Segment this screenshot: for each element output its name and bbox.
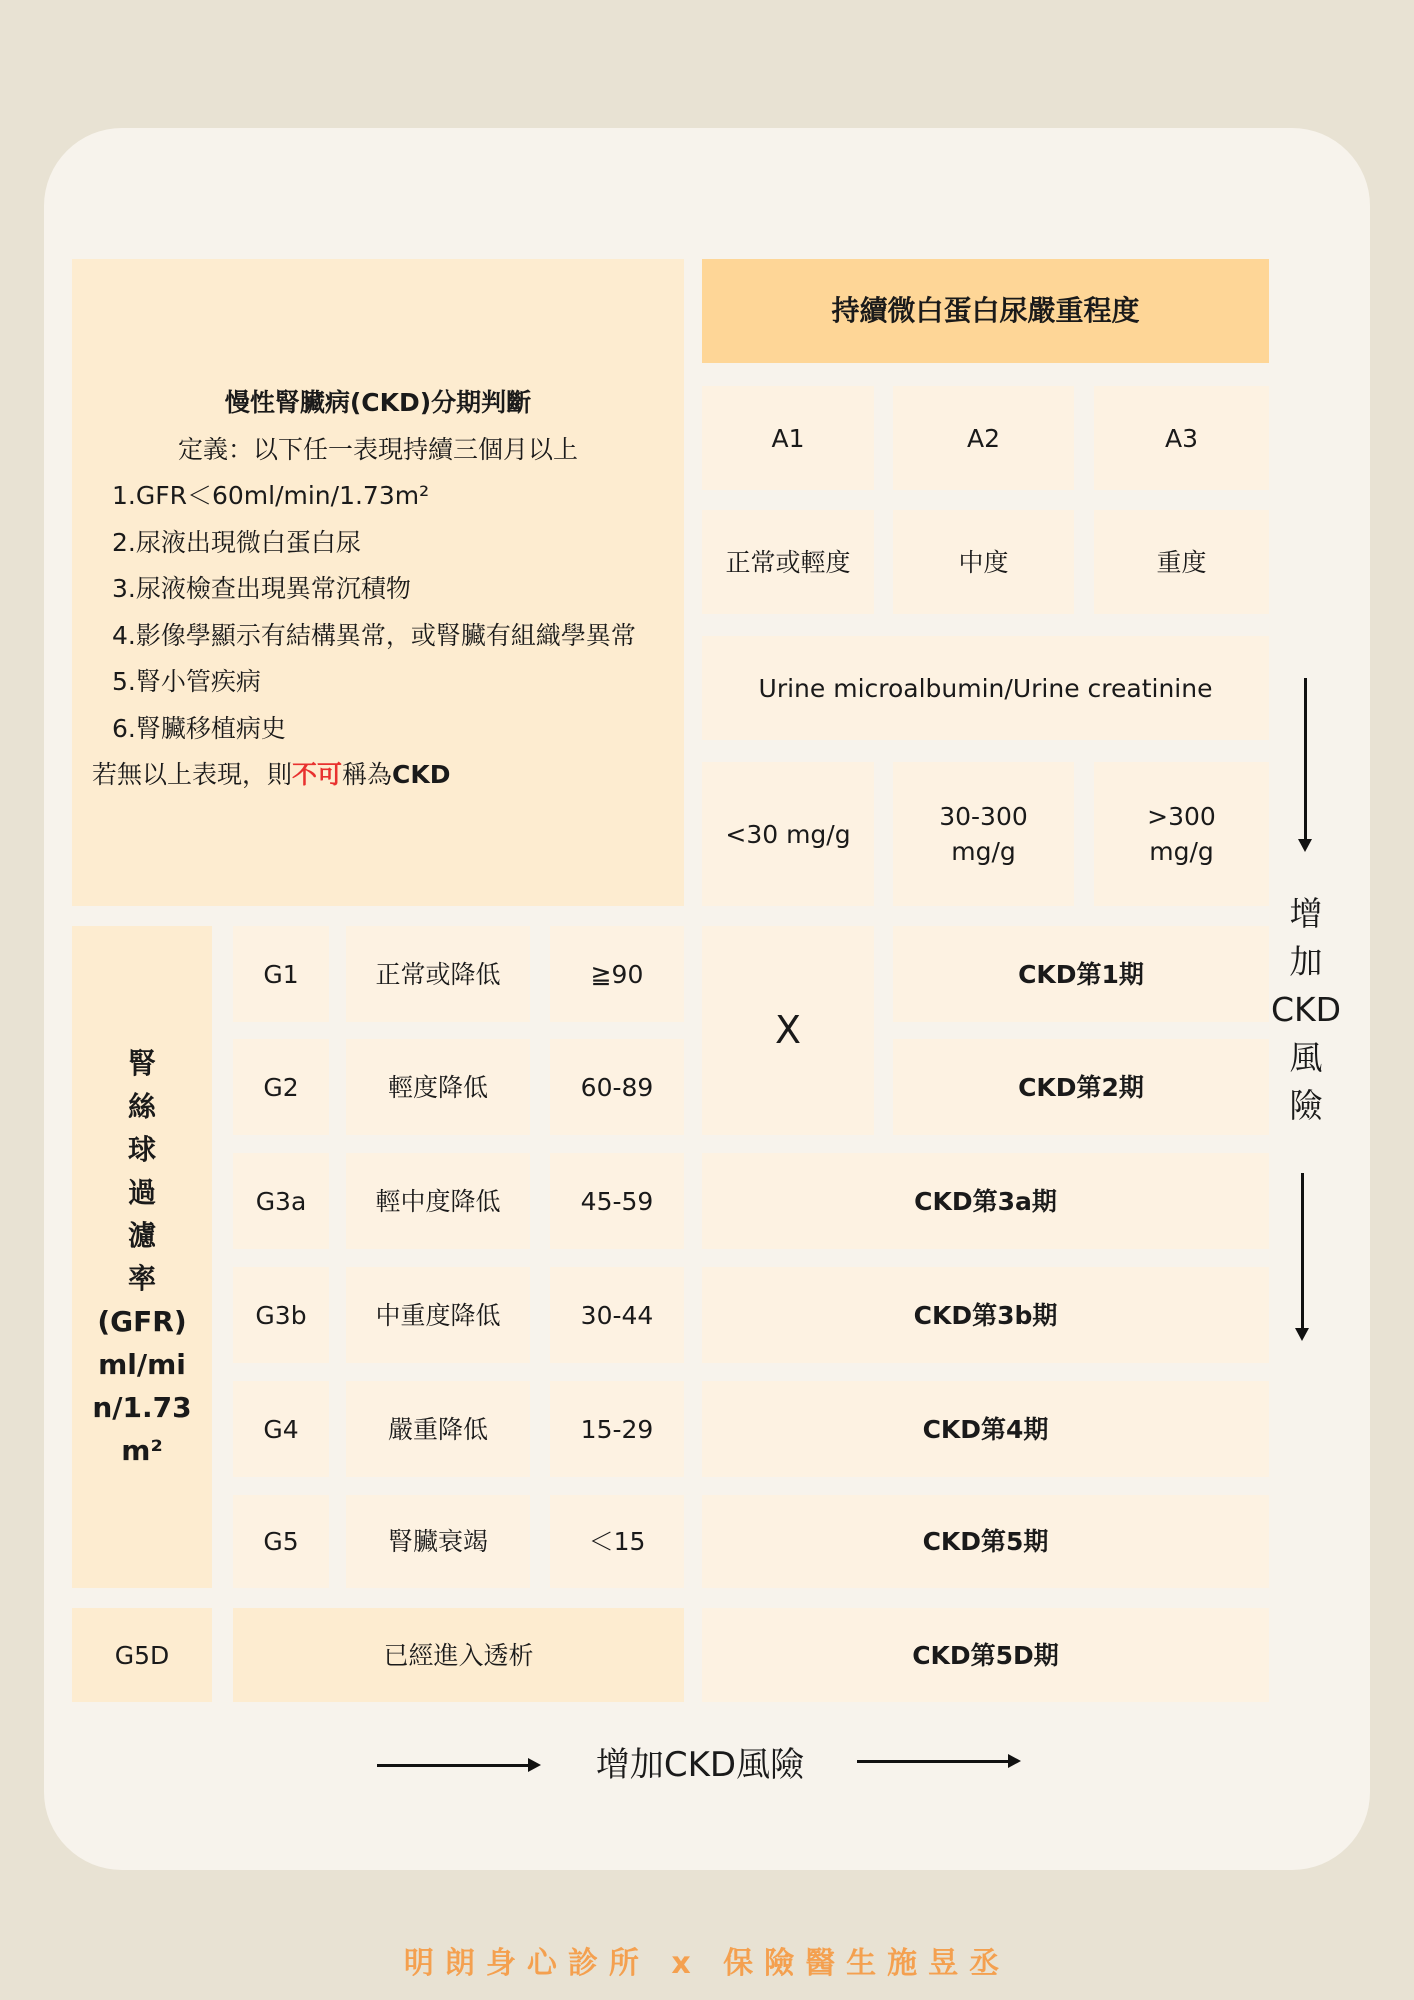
- definition-note: [92, 752, 664, 799]
- ratio-label: Urine microalbumin/Urine creatinine: [702, 636, 1269, 740]
- gfr-desc-g4: 嚴重降低: [346, 1381, 530, 1477]
- risk-char: 風: [1289, 1038, 1323, 1077]
- arrow-right-icon: [377, 1764, 529, 1767]
- gfr-value-g3a: 45-59: [550, 1153, 684, 1249]
- arrow-right-icon: [857, 1760, 1009, 1763]
- risk-label-vertical: [1258, 890, 1354, 1130]
- category-a3: A3: [1094, 386, 1269, 490]
- gfr-desc-g1: 正常或降低: [346, 926, 530, 1022]
- gfr-desc-g3a: 輕中度降低: [346, 1153, 530, 1249]
- gfr-grade-g3a: G3a: [233, 1153, 329, 1249]
- gfr-value-g5: ＜15: [550, 1495, 684, 1588]
- definition-item-5: 5.腎小管疾病: [112, 667, 261, 696]
- gfr-desc-g5: 腎臟衰竭: [346, 1495, 530, 1588]
- gfr-value-g2: 60-89: [550, 1039, 684, 1135]
- gfr-label-char: (GFR): [97, 1305, 187, 1338]
- gfr-label-char: m²: [121, 1434, 163, 1467]
- ckd-stage-1: CKD第1期: [893, 926, 1269, 1022]
- gfr-label-char: ml/mi: [98, 1348, 186, 1381]
- gfr-value-g1: ≧90: [550, 926, 684, 1022]
- gfr-label-text: [92, 1042, 191, 1472]
- note-ckd: CKD: [392, 760, 451, 789]
- gfr-label-char: 率: [127, 1262, 156, 1295]
- range-a2: 30-300 mg/g: [893, 762, 1074, 906]
- gfr-grade-g4: G4: [233, 1381, 329, 1477]
- dialysis-grade: G5D: [72, 1608, 212, 1702]
- ckd-stage-5: CKD第5期: [702, 1495, 1269, 1588]
- definition-item-4: 4.影像學顯示有結構異常，或腎臟有組織學異常: [112, 620, 636, 650]
- severity-a3: 重度: [1094, 510, 1269, 614]
- gfr-value-g3b: 30-44: [550, 1267, 684, 1363]
- definition-title: 慢性腎臟病(CKD)分期判斷: [224, 388, 532, 417]
- range-a3: >300 mg/g: [1094, 762, 1269, 906]
- risk-char: 增: [1289, 894, 1323, 933]
- risk-char: CKD: [1270, 990, 1342, 1029]
- gfr-label-char: 腎: [127, 1047, 156, 1080]
- gfr-grade-g1: G1: [233, 926, 329, 1022]
- ckd-stage-3b: CKD第3b期: [702, 1267, 1269, 1363]
- ckd-stage-4: CKD第4期: [702, 1381, 1269, 1477]
- risk-label-horizontal: 增加CKD風險: [595, 1745, 805, 1785]
- category-a2: A2: [893, 386, 1074, 490]
- gfr-desc-g2: 輕度降低: [346, 1039, 530, 1135]
- severity-a2: 中度: [893, 510, 1074, 614]
- note-text: 若無以上表現，則: [92, 760, 293, 789]
- ckd-definition-panel: [72, 259, 684, 906]
- ckd-stage-5d: CKD第5D期: [702, 1608, 1269, 1702]
- definition-item-6: 6.腎臟移植病史: [112, 713, 286, 743]
- footer-credit: 明朗身心診所 x 保險醫生施昱丞: [403, 1946, 1011, 1981]
- range-a1: <30 mg/g: [702, 762, 874, 906]
- definition-item-3: 3.尿液檢查出現異常沉積物: [112, 574, 411, 603]
- gfr-label: [72, 926, 212, 1588]
- no-ckd-mark: X: [702, 926, 874, 1135]
- gfr-grade-g3b: G3b: [233, 1267, 329, 1363]
- arrow-down-icon: [1301, 1173, 1304, 1329]
- category-a1: A1: [702, 386, 874, 490]
- definition-item-1: 1.GFR＜60ml/min/1.73m²: [112, 481, 430, 510]
- albuminuria-header: 持續微白蛋白尿嚴重程度: [702, 259, 1269, 363]
- definition-intro: 定義：以下任一表現持續三個月以上: [177, 434, 578, 464]
- severity-a1: 正常或輕度: [702, 510, 874, 614]
- risk-char: 加: [1289, 942, 1323, 981]
- gfr-label-char: 球: [127, 1133, 156, 1166]
- gfr-grade-g5: G5: [233, 1495, 329, 1588]
- arrow-down-icon: [1304, 678, 1307, 840]
- note-emphasis: 不可: [292, 760, 343, 789]
- gfr-grade-g2: G2: [233, 1039, 329, 1135]
- risk-char: 險: [1289, 1086, 1323, 1125]
- dialysis-desc: 已經進入透析: [233, 1608, 684, 1702]
- gfr-label-char: n/1.73: [92, 1391, 192, 1424]
- note-text-2: 稱為: [342, 760, 393, 789]
- ckd-stage-3a: CKD第3a期: [702, 1153, 1269, 1249]
- definition-item-2: 2.尿液出現微白蛋白尿: [112, 527, 361, 557]
- ckd-stage-2: CKD第2期: [893, 1039, 1269, 1135]
- gfr-label-char: 濾: [127, 1219, 156, 1252]
- gfr-desc-g3b: 中重度降低: [346, 1267, 530, 1363]
- gfr-label-char: 絲: [127, 1090, 156, 1123]
- gfr-label-char: 過: [127, 1176, 156, 1209]
- gfr-value-g4: 15-29: [550, 1381, 684, 1477]
